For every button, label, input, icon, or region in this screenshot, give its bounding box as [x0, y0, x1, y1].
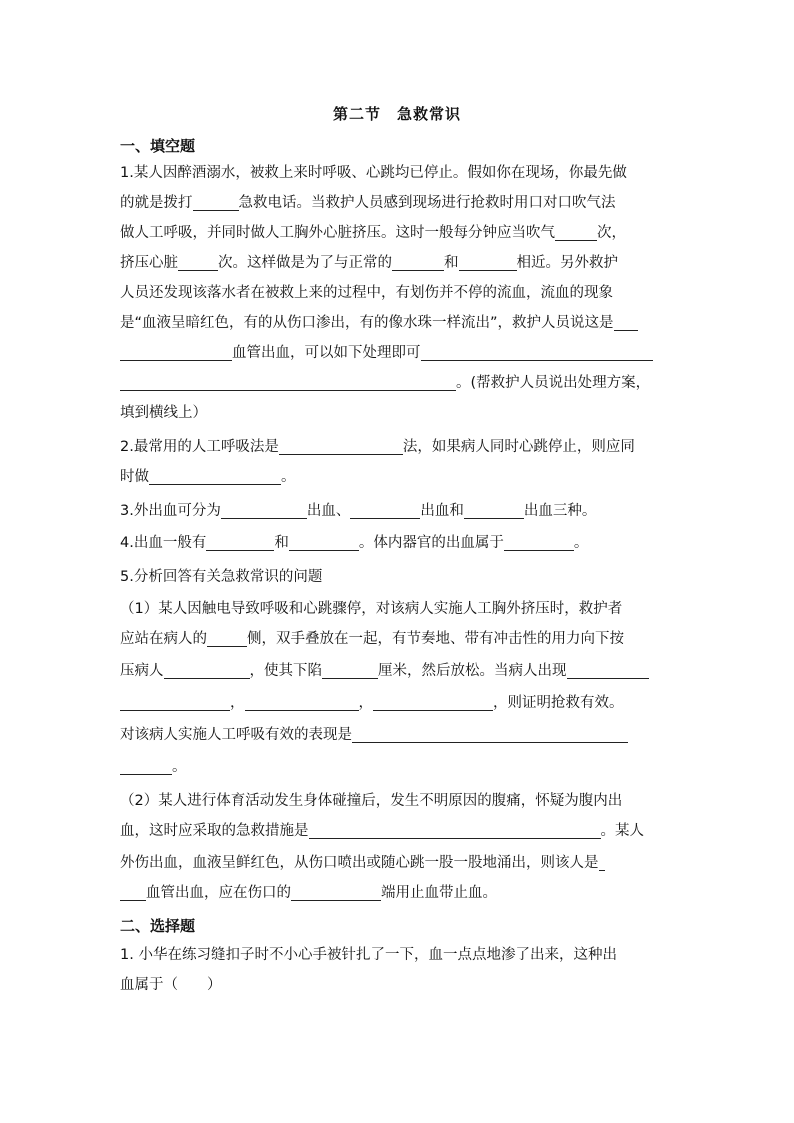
q1-line-5	[120, 282, 676, 304]
answer-blank[interactable]	[599, 854, 605, 871]
q3-line	[120, 500, 676, 522]
q1-text: 填到横线上）	[120, 405, 207, 421]
answer-blank[interactable]	[464, 502, 524, 519]
q5-text: ，使其下陷	[249, 663, 322, 679]
q1-line-1	[120, 162, 676, 184]
q5-text: ，	[230, 695, 245, 711]
q5-text: 应站在病人的	[120, 631, 207, 647]
q5-p1-line-4	[120, 692, 676, 714]
q5-heading	[120, 566, 676, 588]
q4-line	[120, 532, 676, 554]
q5-p1-line-5	[120, 724, 676, 746]
q1-text: 相近。另外救护	[516, 255, 618, 271]
q5-text: 厘米，然后放松。当病人出现	[378, 663, 567, 679]
q5-text: 外伤出血，血液呈鲜红色，从伤口喷出或随心跳一股一股地涌出，则该人是	[120, 855, 599, 871]
answer-blank[interactable]	[193, 194, 239, 211]
answer-blank[interactable]	[207, 630, 247, 647]
q5-text: ，则证明抢救有效。	[493, 695, 624, 711]
c1-text: 1. 小华在练习缝扣子时不小心手被针扎了一下，血一点点地渗了出来，这种出	[120, 947, 617, 963]
answer-blank[interactable]	[164, 662, 250, 679]
answer-blank[interactable]	[289, 534, 359, 551]
q1-text: 是“血液呈暗红色，有的从伤口渗出，有的像水珠一样流出”，救护人员说这是	[120, 315, 614, 331]
q5-p2-line-4	[120, 882, 676, 904]
q5-text: （1）某人因触电导致呼吸和心跳骤停，对该病人实施人工胸外挤压时，救护者	[120, 601, 623, 617]
answer-blank[interactable]	[120, 758, 172, 775]
q1-line-9	[120, 402, 676, 424]
q5-text: 。某人	[600, 823, 644, 839]
q1-line-3	[120, 222, 676, 244]
q5-text: 血管出血，应在伤口的	[146, 885, 291, 901]
answer-blank[interactable]	[421, 344, 653, 361]
q5-text: 5.分析回答有关急救常识的问题	[120, 569, 323, 585]
answer-blank[interactable]	[120, 884, 146, 901]
c1-line-1	[120, 944, 676, 966]
q2-text: 2.最常用的人工呼吸法是	[120, 439, 279, 455]
q5-text: 端用止血带止血。	[381, 885, 497, 901]
q5-p2-line-1	[120, 790, 676, 812]
q4-text: 和	[274, 535, 289, 551]
q5-p1-line-2	[120, 628, 676, 650]
answer-blank[interactable]	[120, 374, 456, 391]
answer-blank[interactable]	[309, 822, 601, 839]
answer-blank[interactable]	[352, 726, 628, 743]
answer-blank[interactable]	[120, 694, 230, 711]
answer-blank[interactable]	[614, 314, 638, 331]
q3-text: 出血、	[306, 503, 351, 519]
q2-text: 法，如果病人同时心跳停止，则应同	[402, 439, 635, 455]
answer-blank[interactable]	[350, 502, 420, 519]
q1-text: 1.某人因醉酒溺水，被救上来时呼吸、心跳均已停止。假如你在现场，你最先做	[120, 165, 627, 181]
q2-line-1	[120, 436, 676, 458]
q3-text: 出血三种。	[523, 503, 597, 519]
q1-text: 和	[444, 255, 459, 271]
q4-text: 4.出血一般有	[120, 535, 207, 551]
q1-text: 急救电话。当救护人员感到现场进行抢救时用口对口吹气法	[238, 195, 616, 211]
section-fill-blank-heading: 一、填空题	[120, 137, 196, 155]
q1-text: 。(帮救护人员说出处理方案，	[456, 375, 651, 391]
answer-blank[interactable]	[291, 884, 381, 901]
q5-p1-line-1	[120, 598, 676, 620]
answer-blank[interactable]	[178, 254, 218, 271]
q5-text: 。	[172, 759, 187, 775]
q3-text: 3.外出血可分为	[120, 503, 221, 519]
q4-text: 。	[573, 535, 589, 551]
q1-text: 的就是拨打	[120, 195, 193, 211]
q3-text: 出血和	[420, 503, 464, 519]
q5-text: （2）某人进行体育活动发生身体碰撞后，发生不明原因的腹痛，怀疑为腹内出	[120, 793, 623, 809]
answer-blank[interactable]	[555, 224, 597, 241]
q2-line-2	[120, 466, 676, 488]
q5-text: 血，这时应采取的急救措施是	[120, 823, 309, 839]
q1-text: 次。这样做是为了与正常的	[218, 255, 392, 271]
q5-text: 对该病人实施人工呼吸有效的表现是	[120, 727, 352, 743]
q2-text: 时做	[120, 469, 149, 485]
q1-text: 做人工呼吸，并同时做人工胸外心脏挤压。这时一般每分钟应当吹气	[120, 225, 555, 241]
page-title: 第二节 急救常识	[332, 105, 461, 123]
answer-blank[interactable]	[504, 534, 574, 551]
answer-blank[interactable]	[567, 662, 649, 679]
q1-text: 次，	[597, 225, 626, 241]
c1-text: 血属于（ ）	[120, 977, 222, 993]
q1-text: 血管出血，可以如下处理即可	[232, 345, 421, 361]
q1-text: 挤压心脏	[120, 255, 178, 271]
q5-p1-line-6	[120, 756, 676, 778]
q1-line-8	[120, 372, 676, 394]
q5-p1-line-3	[120, 660, 676, 682]
q5-p2-line-2	[120, 820, 676, 842]
answer-blank[interactable]	[459, 254, 517, 271]
q2-text: 。	[281, 469, 296, 485]
answer-blank[interactable]	[279, 438, 403, 455]
q4-text: 。体内器官的出血属于	[358, 535, 504, 551]
section-choice-heading: 二、选择题	[120, 917, 196, 935]
q5-text: 侧，双手叠放在一起，有节奏地、带有冲击性的用力向下按	[247, 631, 624, 647]
q1-text: 人员还发现该落水者在被救上来的过程中，有划伤并不停的流血，流血的现象	[120, 285, 613, 301]
answer-blank[interactable]	[322, 662, 378, 679]
q1-line-2	[120, 192, 676, 214]
q1-line-6	[120, 312, 676, 334]
answer-blank[interactable]	[245, 694, 359, 711]
answer-blank[interactable]	[373, 694, 493, 711]
q1-line-7	[120, 342, 676, 364]
q1-line-4	[120, 252, 676, 274]
answer-blank[interactable]	[120, 344, 232, 361]
c1-line-2	[120, 974, 676, 996]
answer-blank[interactable]	[206, 534, 274, 551]
q5-text: 压病人	[120, 663, 164, 679]
answer-blank[interactable]	[221, 502, 307, 519]
q5-text: ，	[358, 695, 373, 711]
answer-blank[interactable]	[149, 468, 281, 485]
answer-blank[interactable]	[392, 254, 444, 271]
q5-p2-line-3	[120, 852, 676, 874]
